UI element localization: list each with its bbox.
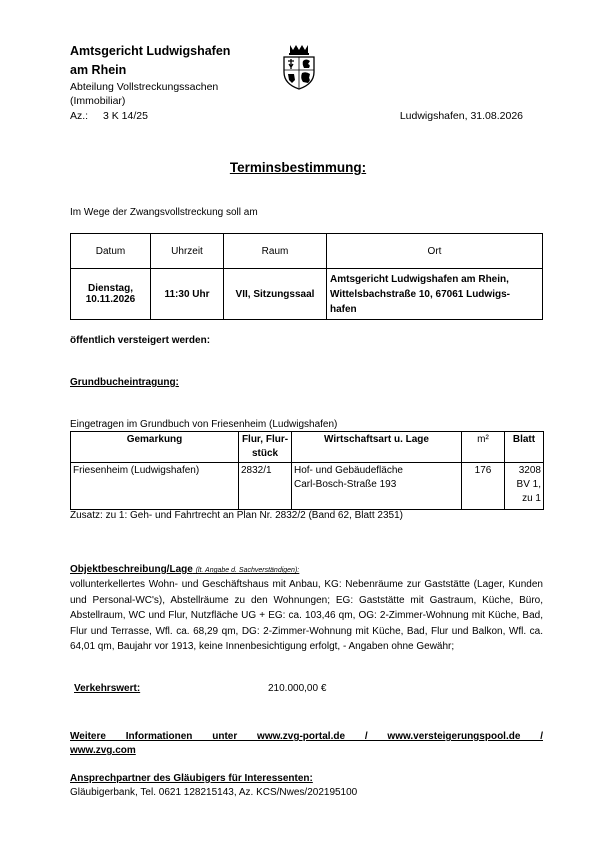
header-room: Raum (224, 234, 327, 269)
blatt-line1: 3208 (518, 465, 541, 476)
object-description: vollunterkellertes Wohn- und Geschäftshaus mit Anbau, KG: Nebenräume zur Gaststätte (Lager, Kunden und Personal-WC's), Abstellräume zu den Wohnungen; EG: Gaststätte mit Gastraum, Küche, Büro, Abstellraum, WC und Flur, Nutzfläche UG + EG: ca. 103,46 qm, OG: 2-Zimmer-Wohnung mit Küche, Bad, Flur und Terrasse, Wfl. ca. 68,29 qm, DG: 2-Zimmer-Wohnung mit Küche, Bad, Flur und Balkon, Wfl. ca. 64,01 qm, Baujahr vor 1913, keine Innenbesichtigung erfolgt, - Angaben ohne Gewähr; (70, 579, 543, 653)
wirtschaftsart-line2: Carl-Bosch-Straße 193 (294, 479, 397, 490)
place-line1: Amtsgericht Ludwigshafen am Rhein, (330, 273, 509, 285)
object-heading-text: Objektbeschreibung/Lage (70, 564, 193, 575)
department-line1: Abteilung Vollstreckungssachen (70, 81, 219, 93)
header-flurstueck (239, 432, 292, 463)
land-register-table (70, 431, 544, 510)
land-register-text: Eingetragen im Grundbuch von Friesenheim (Ludwigshafen) (70, 419, 338, 430)
appointment-time: 11:30 Uhr (151, 269, 224, 320)
land-register-note: Zusatz: zu 1: Geh- und Fahrtrecht an Plan Nr. 2832/2 (Band 62, Blatt 2351) (70, 510, 403, 521)
header-time: Uhrzeit (151, 234, 224, 269)
contact-heading: Ansprechpartner des Gläubigers für Interessenten: (70, 773, 313, 784)
department-line2: (Immobiliar) (70, 95, 126, 107)
appointment-header-row (71, 234, 543, 269)
auction-text: öffentlich versteigert werden: (70, 335, 211, 346)
row-m2: 176 (462, 463, 505, 510)
court-name-line2: am Rhein (70, 63, 127, 77)
header-flur-line2: stück (251, 448, 279, 459)
land-register-row (71, 463, 544, 510)
market-value: 210.000,00 € (268, 683, 327, 694)
appointment-row (71, 269, 543, 320)
header-wirtschaftsart: Wirtschaftsart u. Lage (292, 432, 462, 463)
blatt-line3: zu 1 (522, 493, 541, 504)
place-date: Ludwigshafen, 31.08.2026 (399, 110, 523, 122)
object-hint: (lt. Angabe d. Sachverständigen): (195, 567, 300, 574)
row-blatt (505, 463, 544, 510)
place-line3: hafen (330, 303, 357, 315)
case-number: 3 K 14/25 (103, 110, 148, 122)
appointment-place (327, 269, 543, 320)
case-number-label: Az.: (70, 110, 89, 122)
object-heading (70, 564, 299, 575)
blatt-line2: BV 1, (516, 479, 541, 490)
wirtschaftsart-line1: Hof- und Gebäudefläche (294, 465, 403, 476)
header-flur-line1: Flur, Flur- (241, 434, 289, 445)
land-register-heading: Grundbucheintragung: (70, 377, 179, 388)
more-info-line1: Weitere Informationen unter www.zvg-portal.de / www.versteigerungspool.de / (70, 731, 543, 742)
place-line2: Wittelsbachstraße 10, 67061 Ludwigs- (330, 288, 510, 300)
appointment-room: VII, Sitzungssaal (224, 269, 327, 320)
header-place: Ort (327, 234, 543, 269)
more-info-line2: www.zvg.com (70, 745, 136, 756)
contact-text: Gläubigerbank, Tel. 0621 128215143, Az. KCS/Nwes/202195100 (70, 787, 358, 798)
market-value-label: Verkehrswert: (74, 683, 141, 694)
date-line2: 10.11.2026 (85, 294, 136, 305)
row-gemarkung: Friesenheim (Ludwigshafen) (71, 463, 239, 510)
intro-text: Im Wege der Zwangsvollstreckung soll am (70, 207, 258, 218)
header-blatt: Blatt (505, 432, 544, 463)
header-m2: m² (462, 432, 505, 463)
coat-of-arms-icon (281, 42, 317, 90)
row-flurstueck: 2832/1 (239, 463, 292, 510)
header-date: Datum (71, 234, 151, 269)
row-wirtschaftsart (292, 463, 462, 510)
appointment-table (70, 233, 543, 320)
date-line1: Dienstag, (87, 283, 133, 294)
page-title: Terminsbestimmung: (229, 160, 367, 175)
court-name-line1: Amtsgericht Ludwigshafen (70, 44, 231, 58)
header-gemarkung: Gemarkung (71, 432, 239, 463)
land-register-header-row (71, 432, 544, 463)
appointment-date (71, 269, 151, 320)
